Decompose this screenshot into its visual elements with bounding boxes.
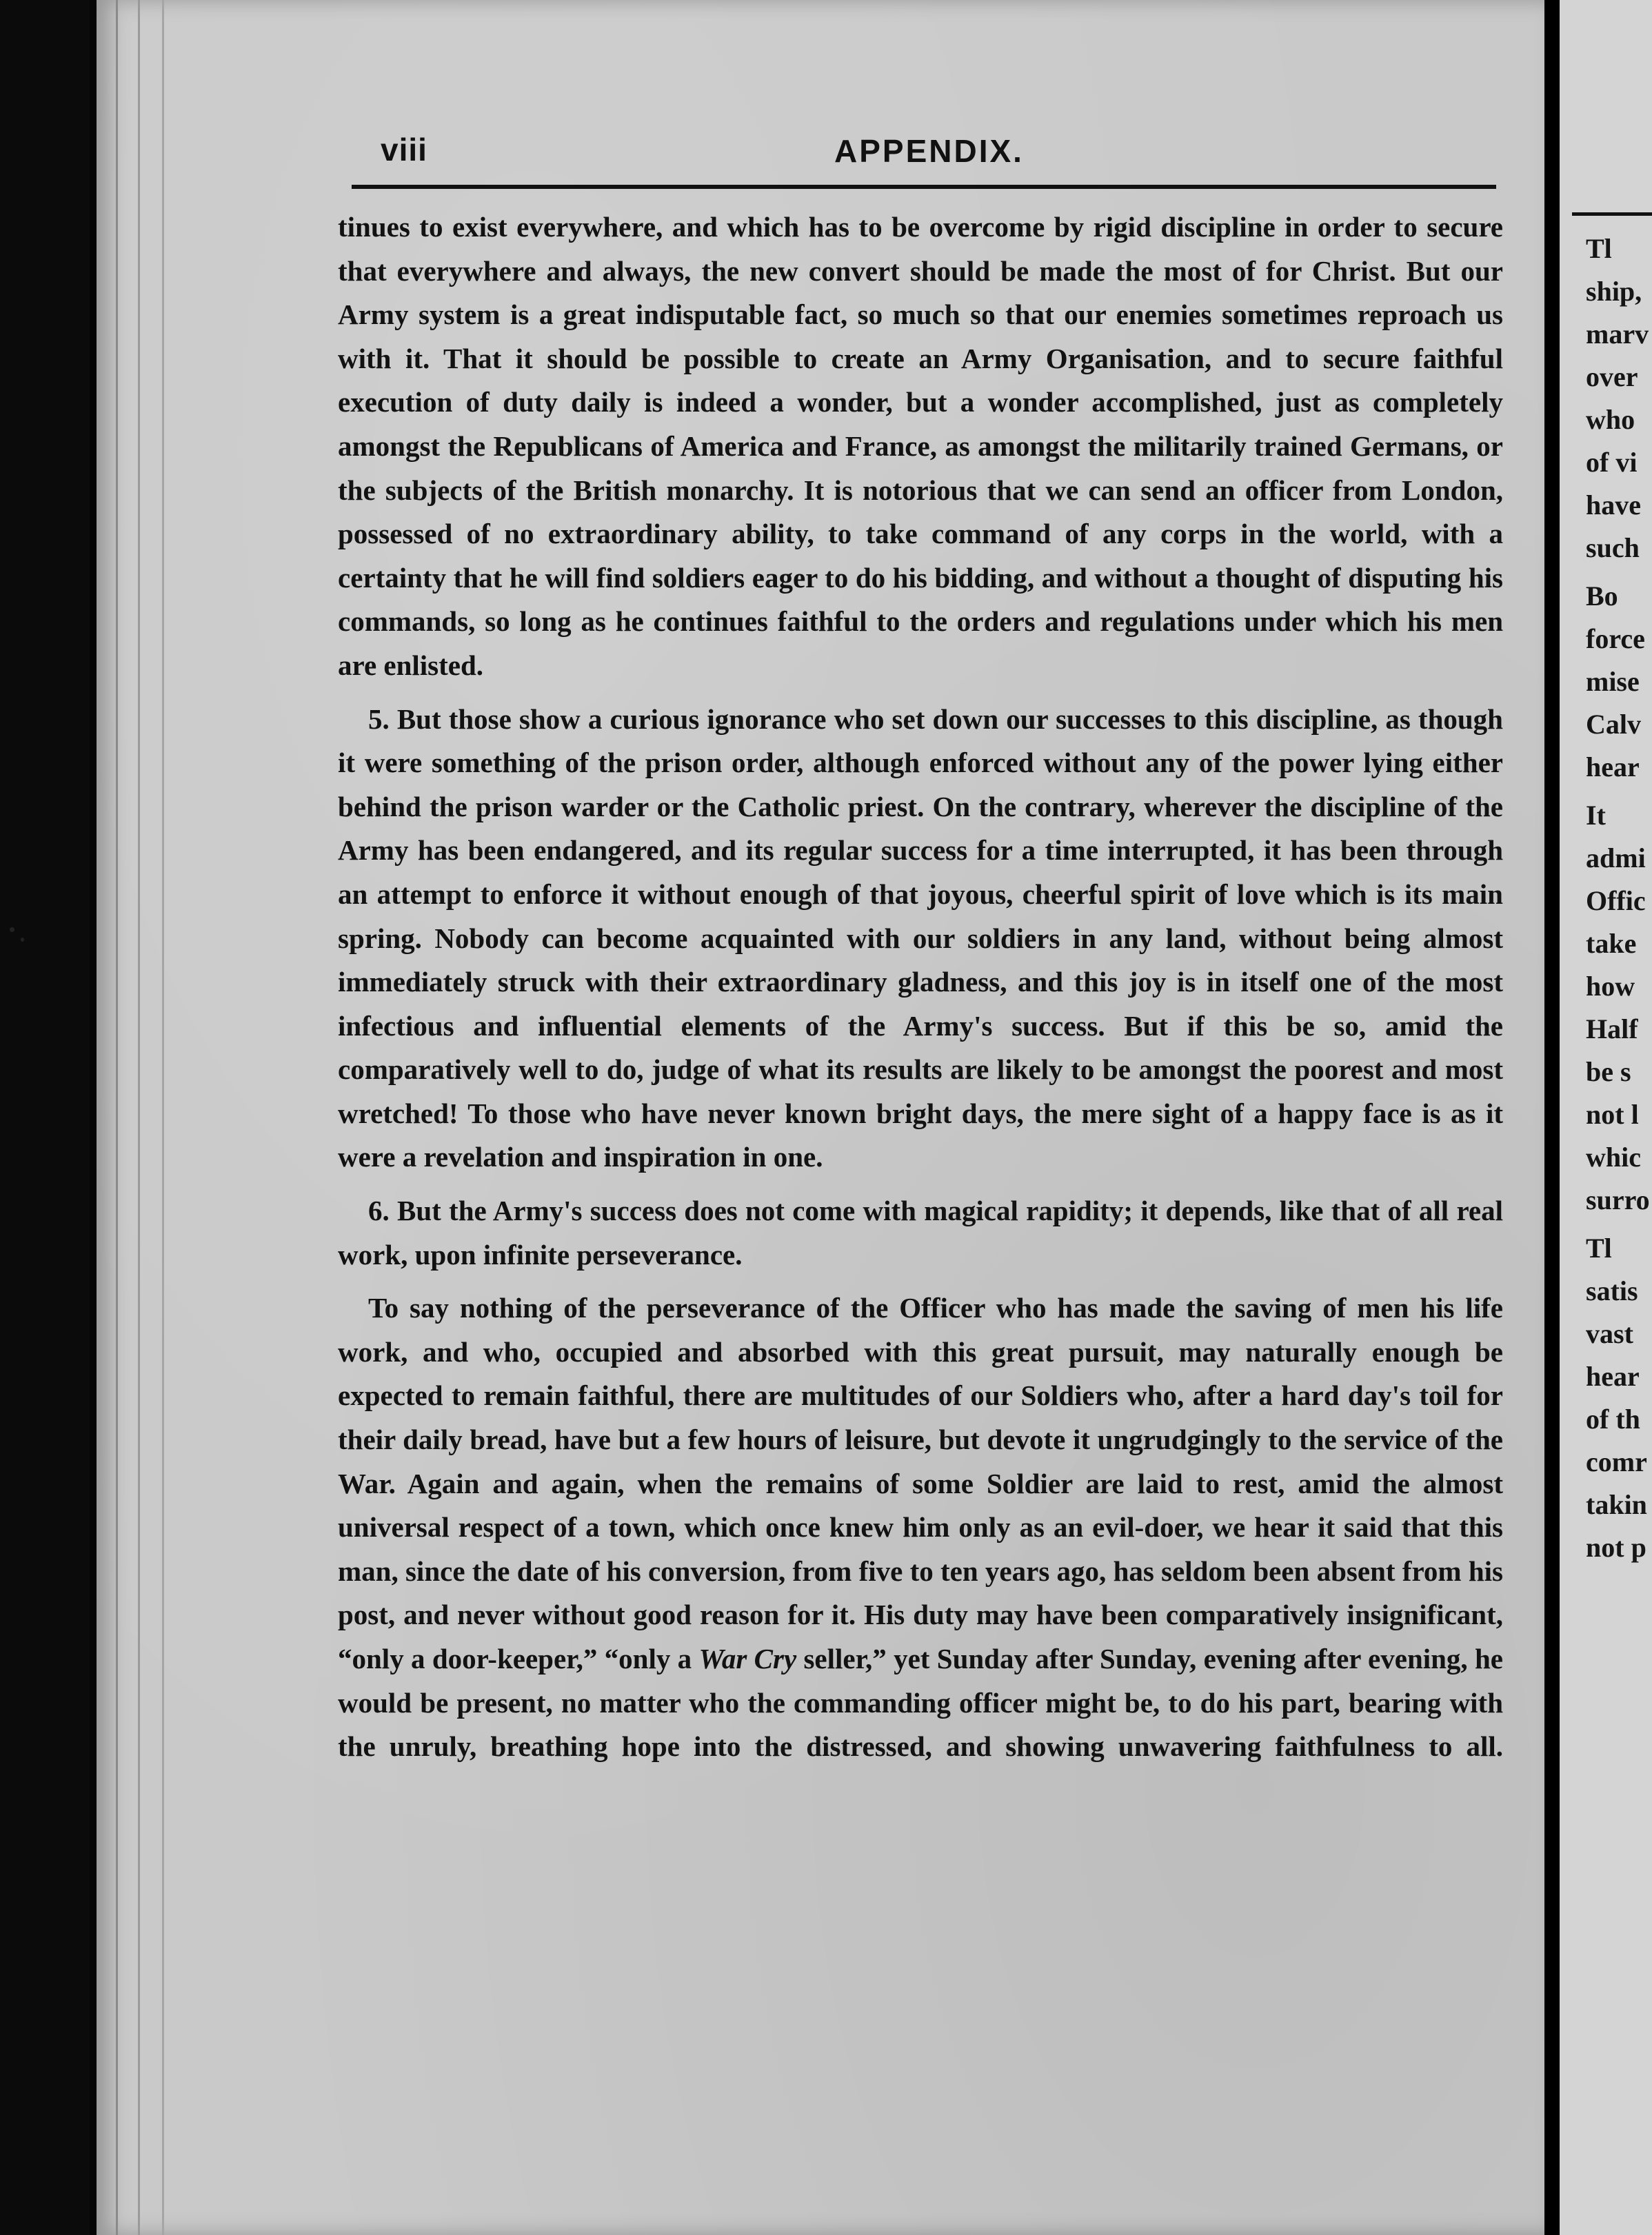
facing-fragment: Half [1586,1013,1638,1044]
facing-fragment: whic [1586,1142,1641,1173]
facing-page-rule [1572,212,1652,216]
page-number: viii [381,132,427,168]
facing-fragment: force [1586,623,1645,654]
facing-fragment: have [1586,489,1641,520]
paragraph-5: 5. But those show a curious ignorance who set down our successes to this discipline, as though it were something of the prison order, although enforced without any of the power lying either behind the prison warder or the Catholic priest. On the contrary, wherever the discipline of the Army has been endangered, and its regular success for a time interrupted, it has been through an attempt to enforce it without enough of that joyous, cheerful spirit of love which is its main spring. Nobody can become acquainted with our soldiers in any land, without being almost immediately struck with their extraordinary gladness, and this joy is in itself one of the most infectious and influential elements of the Army's success. But if this be so, amid the comparatively well to do, judge of what its results are likely to be amongst the poorest and most wretched! To those who have never known bright days, the mere sight of a happy face is as it were a revelation and inspiration in one. [338,702,1503,1173]
facing-fragment: admi [1586,842,1646,873]
page-gutter [1544,0,1560,2235]
facing-fragment: Bo [1586,580,1618,611]
facing-fragment: Tl [1586,1233,1612,1264]
running-head [352,124,1524,179]
facing-fragment: Calv [1586,709,1641,740]
binding-line [116,0,118,2235]
facing-fragment: satis [1586,1275,1638,1306]
binding-line [138,0,140,2235]
periodical-title: War Cry [698,1643,797,1675]
facing-fragment: ship, [1586,276,1642,307]
scan-speck [10,927,14,932]
facing-fragment: over [1586,361,1638,392]
facing-fragment: It [1586,800,1606,831]
facing-fragment: mise [1586,666,1640,697]
facing-fragment: surro [1586,1184,1650,1215]
section-title: APPENDIX. [834,133,1024,169]
facing-fragment: not l [1586,1099,1639,1130]
facing-page-edge [1560,0,1652,2235]
facing-fragment: takin [1586,1489,1647,1520]
facing-fragment: marv [1586,318,1649,350]
facing-fragment: Tl [1586,233,1612,264]
facing-fragment: be s [1586,1056,1631,1087]
paragraph-6: 6. But the Army's success does not come with magical rapidity; it depends, like that of all real work, upon infinite perseverance. [338,1195,1503,1271]
header-rule [352,185,1496,189]
paragraph-text: seller,” yet Sunday after Sunday, evening after evening, he would be present, no matter who the commanding officer might be, to do his part, bearing with the unruly, breathing hope into the distressed, and showing unwavering faithfulness to all. [338,1643,1503,1763]
paragraph-text: To say nothing of the perseverance of the Officer who has made the saving of men his life work, and who, occupied and absorbed with this great pursuit, may naturally enough be expected to remain faithful, there are multitudes of our Soldiers who, after a hard day's toil for their daily bread, have but a few hours of leisure, but devote it ungrudgingly to the service of the War. Again and again, when the remains of some Soldier are laid to rest, amid the almost universal respect of a town, which once knew him only as an evil-doer, we hear it said that this man, since the date of his conversion, from five to ten years ago, has seldom been absent from his post, and never without good reason for it. His duty may have been comparatively insignificant, “only a door-keeper,” “only a [338,1292,1503,1675]
paragraph-perseverance [338,1286,1503,1769]
facing-fragment: of vi [1586,447,1638,478]
binding-line [162,0,164,2235]
facing-fragment: who [1586,404,1635,435]
facing-fragment: comr [1586,1446,1647,1477]
paragraph-continued: tinues to exist everywhere, and which has to be overcome by rigid discipline in order to secure that everywhere and always, the new convert should be made the most of for Christ. But our Army system is a great indisputable fact, so much so that our enemies sometimes reproach us with it. That it should be possible to create an Army Organisation, and to secure faithful execution of duty daily is indeed a wonder, but a wonder accomplished, just as completely amongst the Republicans of America and France, as amongst the militarily trained Germans, or the subjects of the British monarchy. It is notorious that we can send an officer from London, possessed of no extraordinary ability, to take command of any corps in the world, with a certainty that he will find soldiers eager to do his bidding, and without a thought of disputing his commands, so long as he continues faithful to the orders and regulations under which his men are enlisted. [338,211,1503,681]
body-text [338,205,1503,1779]
facing-fragment: how [1586,971,1635,1002]
facing-fragment: of th [1586,1404,1640,1435]
facing-fragment: not p [1586,1532,1646,1563]
facing-fragment: Offic [1586,885,1646,916]
facing-fragment: hear [1586,751,1640,782]
facing-fragment: such [1586,532,1640,563]
facing-fragment: take [1586,928,1637,959]
facing-page-fragments [1586,227,1650,1569]
facing-fragment: vast [1586,1318,1633,1349]
scan-speck [21,938,24,942]
scan-left-border [0,0,90,2235]
facing-fragment: hear [1586,1361,1640,1392]
